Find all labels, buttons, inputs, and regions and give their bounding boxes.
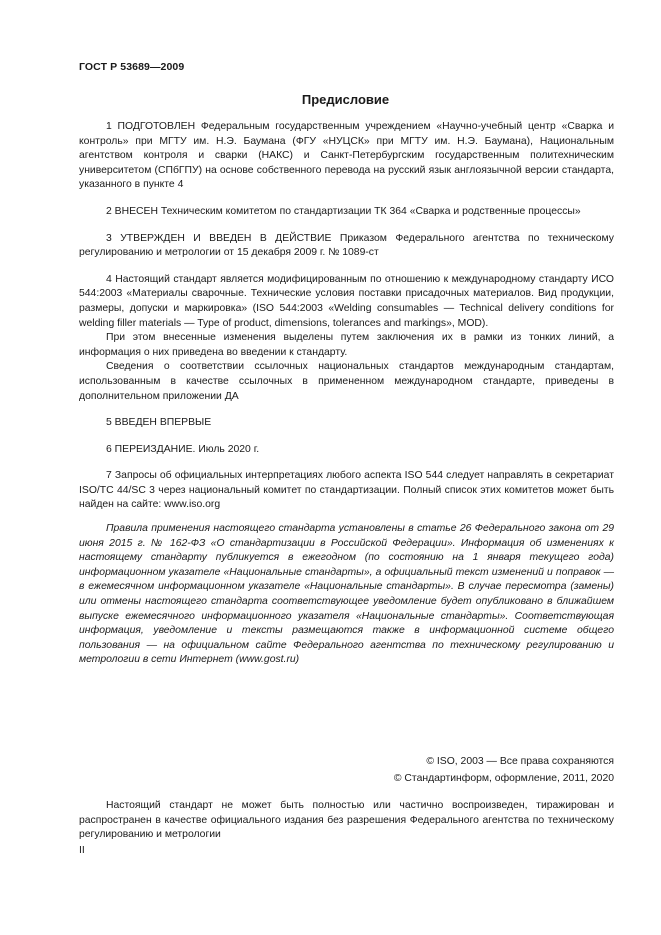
section-6: 6 ПЕРЕИЗДАНИЕ. Июль 2020 г. <box>106 443 260 455</box>
page-number: II <box>79 845 85 856</box>
application-rules-note <box>79 522 614 668</box>
note-text: Правила применения настоящего стандарта установлены в статье 26 Федерального закона от 29 июня 2015 г. № 162-ФЗ «О стандартизации в Российской Федерации». Информация об изменениях к настоящему стандарту публикуется в ежегодном (по состоянию на 1 января текущего года) информационном указателе «Национальные стандарты», а официальный текст изменений и поправок — в ежемесячном информационном указателе «Национальные стандарты». В случае пересмотра (замены) или отмены настоящего стандарта соответствующее уведомление будет опубликовано в ближайшем выпуске ежемесячного информационного указателя «Национальные стандарты». Соответствующая информация, уведомление и тексты размещаются также в информационной системе общего пользования — на официальном сайте Федерального агентства по техническому регулированию и метрологии в сети Интернет (www.gost.ru) <box>79 523 614 666</box>
copyright-iso: © ISO, 2003 — Все права сохраняются <box>426 756 614 767</box>
foreword-body <box>79 120 614 513</box>
section-7: 7 Запросы об официальных интерпретациях любого аспекта ISO 544 следует направлять в секретариат ISO/TC 44/SC 3 через национальный комитет по стандартизации. Полный список этих комитетов может быть найден на сайте: www.iso.org <box>79 470 614 511</box>
notice-text: Настоящий стандарт не может быть полностью или частично воспроизведен, тиражирован и распространен в качестве официального издания без разрешения Федерального агентства по техническому регулированию и метрологии <box>79 800 614 841</box>
section-1: 1 ПОДГОТОВЛЕН Федеральным государственным учреждением «Научно-учебный центр «Сварка и контроль» при МГТУ им. Н.Э. Баумана (ФГУ «НУЦСК» при МГТУ им. Н.Э. Баумана), Национальным агентством контроля и сварки (НАКС) и Санкт-Петербургским государственным политехническим университетом (СПбГПУ) на основе собственного перевода на русский язык англоязычной версии стандарта, указанного в пункте 4 <box>79 121 614 191</box>
standard-header: ГОСТ Р 53689—2009 <box>79 61 185 73</box>
reproduction-notice <box>79 799 614 843</box>
section-3: 3 УТВЕРЖДЕН И ВВЕДЕН В ДЕЙСТВИЕ Приказом Федерального агентства по техническому регулированию и метрологии от 15 декабря 2009 г. № 1089-ст <box>79 232 614 259</box>
section-5: 5 ВВЕДЕН ВПЕРВЫЕ <box>106 417 212 429</box>
copyright-block <box>394 753 614 787</box>
copyright-standartinform: © Стандартинформ, оформление, 2011, 2020 <box>393 773 614 784</box>
section-4: 4 Настоящий стандарт является модифицированным по отношению к международному стандарту ИСО 544:2003 «Материалы сварочные. Технические условия поставки присадочных материалов. Вид продукции, размеры, допуски и маркировка» (ISO 544:2003 «Welding consumables — Technical delivery conditions for welding filler materials — Type of product, dimensions, tolerances and markings», MOD). <box>79 273 614 329</box>
section-4-references: Сведения о соответствии ссылочных национальных стандартов международным стандартам, использованным в качестве ссылочных в примененном международном стандарте, приведены в дополнительном приложении ДА <box>79 361 614 402</box>
section-4-changes: При этом внесенные изменения выделены путем заключения их в рамки из тонких линий, а информация о них приведена во введении к стандарту. <box>79 332 614 358</box>
section-2: 2 ВНЕСЕН Техническим комитетом по стандартизации ТК 364 «Сварка и родственные процессы» <box>106 205 581 217</box>
page-title: Предисловие <box>301 92 390 107</box>
